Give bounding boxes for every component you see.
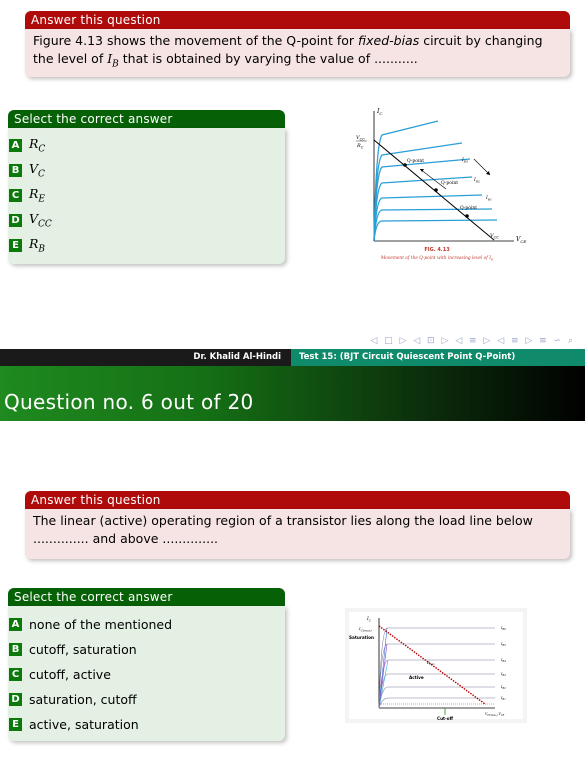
ib-label: $I_{B2}$ [474,178,480,184]
math-symbol: R [29,186,39,202]
option-text: none of the mentioned [29,617,173,632]
footer-test-title: Test 15: (BJT Circuit Quiescent Point Q-Point) [291,349,585,366]
option-d[interactable] [8,208,285,233]
ib-label: $I_{B3}$ [462,158,468,164]
answer-header-label: Select the correct answer [14,112,173,126]
option-a[interactable] [8,133,285,158]
question-header [25,11,570,29]
answer-header [8,110,285,128]
math-symbol: R [29,136,39,152]
option-math [29,161,45,180]
math-subscript: B [112,59,119,70]
q-point-dot [465,214,469,218]
answer-box [8,606,285,741]
svg-text:IB1: $I_{B1}$ [501,696,506,701]
option-letter: E [9,239,22,252]
svg-text:IB3: $I_{B3}$ [501,672,506,677]
math-subscript: B [38,244,46,255]
option-letter: B [9,643,22,656]
saturation-label: Saturation [349,635,375,640]
answer-box [8,128,285,264]
q-point-label: Q-point [407,159,425,164]
svg-text:IB4: $I_{B4}$ [501,658,506,663]
question-text-part: circuit by changing the level of [33,33,543,66]
option-text: saturation, cutoff [29,692,137,707]
operating-regions-figure [345,608,527,723]
ic-axis-label: $I_C$ [367,617,372,623]
option-b[interactable] [8,637,285,662]
question-box [25,29,570,77]
option-letter: A [9,139,22,152]
footer-author: Dr. Khalid Al-Hindi [0,349,291,366]
pmax-label: $P_{max}$ [427,661,435,666]
svg-text:IB2: $I_{B2}$ [501,685,506,690]
option-c[interactable] [8,662,285,687]
footer-bar [0,349,585,366]
math-subscript: C [38,144,46,155]
option-text: cutoff, saturation [29,642,137,657]
frame-title: Question no. 6 out of 20 [4,390,254,414]
math-symbol: R [29,236,39,252]
q-point-label: Q-point [460,206,478,211]
option-letter: B [9,164,22,177]
option-a[interactable] [8,612,285,637]
option-letter: A [9,618,22,631]
qpoint-movement-figure [342,103,532,265]
vce-axis-label: $V_{CE}$ [516,236,527,244]
option-math [29,236,45,255]
question-header-label: Answer this question [31,493,161,507]
beamer-nav-icons[interactable]: ◁ □ ▷ ◁ ⊡ ▷ ◁ ≡ ▷ ◁ ≡ ▷ ≡ ∽ ⌕ [370,336,575,346]
option-letter: D [9,214,22,227]
figure-caption-label: FIG. 4.13 [424,247,450,253]
cutoff-label: Cut-off [437,716,454,721]
frame-title-bar [0,366,585,421]
math-symbol: V [29,211,39,227]
question-header [25,491,570,509]
math-subscript: C [38,169,45,180]
vcc-rc-den: $R_C$ [357,143,364,150]
option-c[interactable] [8,183,285,208]
question-text: The linear (active) operating region of a transistor lies along the load line below .............. and above .............. [33,513,533,546]
vcc-rc-num: $V_{CC}$ [356,135,365,142]
option-math [29,211,52,230]
question-emphasis: fixed-bias [358,33,420,48]
svg-text:IB5: $I_{B5}$ [501,642,506,647]
icmax-label: $I_{C(max)}$ [359,626,372,633]
option-b[interactable] [8,158,285,183]
option-letter: C [9,668,22,681]
option-text: cutoff, active [29,667,111,682]
answer-header-label: Select the correct answer [14,590,173,604]
option-letter: E [9,718,22,731]
question-box [25,509,570,559]
vcc-label: $V_{CC}$ [490,233,499,240]
option-math [29,136,45,155]
question-header-label: Answer this question [31,13,161,27]
option-e[interactable] [8,233,285,258]
option-text: active, saturation [29,717,139,732]
q-point-label: Q-point [441,181,459,186]
math-symbol: I [107,51,113,66]
answer-header [8,588,285,606]
option-letter: C [9,189,22,202]
active-label: Active [409,675,424,680]
question-math [107,51,119,70]
question-text-part: Figure 4.13 shows the movement of the Q-point for [33,33,359,48]
ic-axis-label: $I_C$ [377,108,383,116]
math-symbol: V [29,161,39,177]
q-point-dot [434,188,438,192]
option-e[interactable] [8,712,285,737]
vce-max-label: $V_{CE(max)}V_{CE}$ [485,712,505,717]
math-subscript: E [38,194,45,205]
question-text-part: that is obtained by varying the value of ........... [122,51,418,66]
ib-label: $I_{B1}$ [486,196,492,202]
option-math [29,186,45,205]
figure-caption-text: Movement of the Q-point with increasing level of $I_B$ [380,256,494,262]
option-letter: D [9,693,22,706]
option-d[interactable] [8,687,285,712]
math-subscript: CC [38,219,52,230]
svg-text:IB6: $I_{B6}$ [501,626,506,631]
